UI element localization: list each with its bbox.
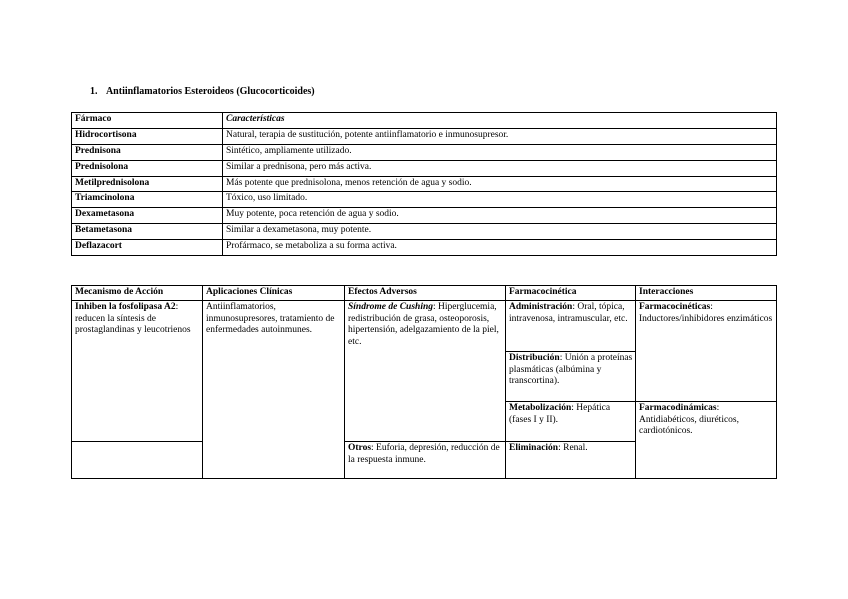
cushing-text: : Hiperglucemia, redistribución de grasa, osteoporosis, hipertensión, adelgazamiento de la piel, etc. <box>348 302 499 347</box>
admin-text: : Oral, tópica, intravenosa, intramuscular, etc. <box>509 302 628 324</box>
mecanismo-empty-cell <box>72 442 203 479</box>
interacciones-pk-cell <box>636 301 777 402</box>
elim-text: : Renal. <box>558 443 588 453</box>
header-interacciones: Interacciones <box>636 286 777 301</box>
cushing-bold: Síndrome de Cushing <box>348 302 433 312</box>
aplicaciones-cell: Antiinflamatorios, inmunosupresores, tratamiento de enfermedades autoinmunes. <box>203 301 345 479</box>
header-mecanismo: Mecanismo de Acción <box>72 286 203 301</box>
section-number: 1. <box>90 86 98 97</box>
header-farmaco: Fármaco <box>72 113 223 129</box>
eliminacion-cell <box>506 442 636 479</box>
efectos-otros-cell <box>345 442 506 479</box>
administracion-cell <box>506 301 636 352</box>
interacciones-pd-cell <box>636 402 777 479</box>
section-title: Antiinflamatorios Esteroideos (Glucocorticoides) <box>105 86 315 97</box>
drug-description: Sintético, ampliamente utilizado. <box>223 144 777 160</box>
metabolizacion-cell <box>506 402 636 442</box>
drug-name: Metilprednisolona <box>72 176 223 192</box>
header-aplicaciones: Aplicaciones Clínicas <box>203 286 345 301</box>
metab-text: : Hepática (fases I y II). <box>509 403 611 425</box>
drug-description: Profármaco, se metaboliza a su forma activa. <box>223 240 777 256</box>
drug-name: Dexametasona <box>72 208 223 224</box>
drug-name: Hidrocortisona <box>72 128 223 144</box>
otros-text: : Euforia, depresión, reducción de la respuesta inmune. <box>348 443 500 465</box>
table-row <box>72 240 777 256</box>
table-row <box>72 160 777 176</box>
mecanismo-text: : reducen la síntesis de prostaglandinas y leucotrienos <box>75 302 191 335</box>
drug-description: Similar a dexametasona, muy potente. <box>223 224 777 240</box>
drug-name: Triamcinolona <box>72 192 223 208</box>
metab-bold: Metabolización <box>509 403 572 413</box>
otros-bold: Otros <box>348 443 372 453</box>
table-header-row <box>72 286 777 301</box>
drug-name: Betametasona <box>72 224 223 240</box>
pk-bold: Farmacocinéticas <box>639 302 711 312</box>
drug-name: Deflazacort <box>72 240 223 256</box>
elim-bold: Eliminación <box>509 443 559 453</box>
table-row <box>72 128 777 144</box>
pd-bold: Farmacodinámicas <box>639 403 717 413</box>
dist-text: : Unión a proteínas plasmáticas (albúmina y transcortina). <box>509 353 633 386</box>
drug-description: Natural, terapia de sustitución, potente antiinflamatorio e inmunosupresor. <box>223 128 777 144</box>
drug-description: Más potente que prednisolona, menos retención de agua y sodio. <box>223 176 777 192</box>
table-row <box>72 144 777 160</box>
section-heading <box>90 86 315 97</box>
admin-bold: Administración <box>509 302 573 312</box>
mecanismo-bold: Inhiben la fosfolipasa A2 <box>75 302 176 312</box>
pd-text: : Antidiabéticos, diuréticos, cardiotónicos. <box>639 403 739 436</box>
header-efectos: Efectos Adversos <box>345 286 506 301</box>
header-farmacocinetica: Farmacocinética <box>506 286 636 301</box>
pharmacology-table <box>71 285 777 479</box>
dist-bold: Distribución <box>509 353 560 363</box>
drug-description: Muy potente, poca retención de agua y sodio. <box>223 208 777 224</box>
header-caracteristicas: Características <box>223 113 777 129</box>
table-row <box>72 224 777 240</box>
drug-description: Similar a prednisona, pero más activa. <box>223 160 777 176</box>
mecanismo-cell <box>72 301 203 442</box>
table-header-row <box>72 113 777 129</box>
efectos-cushing-cell <box>345 301 506 442</box>
table-row <box>72 208 777 224</box>
drug-characteristics-table <box>71 112 777 256</box>
table-row <box>72 192 777 208</box>
drug-name: Prednisona <box>72 144 223 160</box>
pk-text: : Inductores/inhibidores enzimáticos <box>639 302 773 324</box>
drug-description: Tóxico, uso limitado. <box>223 192 777 208</box>
table-row <box>72 176 777 192</box>
drug-name: Prednisolona <box>72 160 223 176</box>
distribucion-cell <box>506 352 636 402</box>
